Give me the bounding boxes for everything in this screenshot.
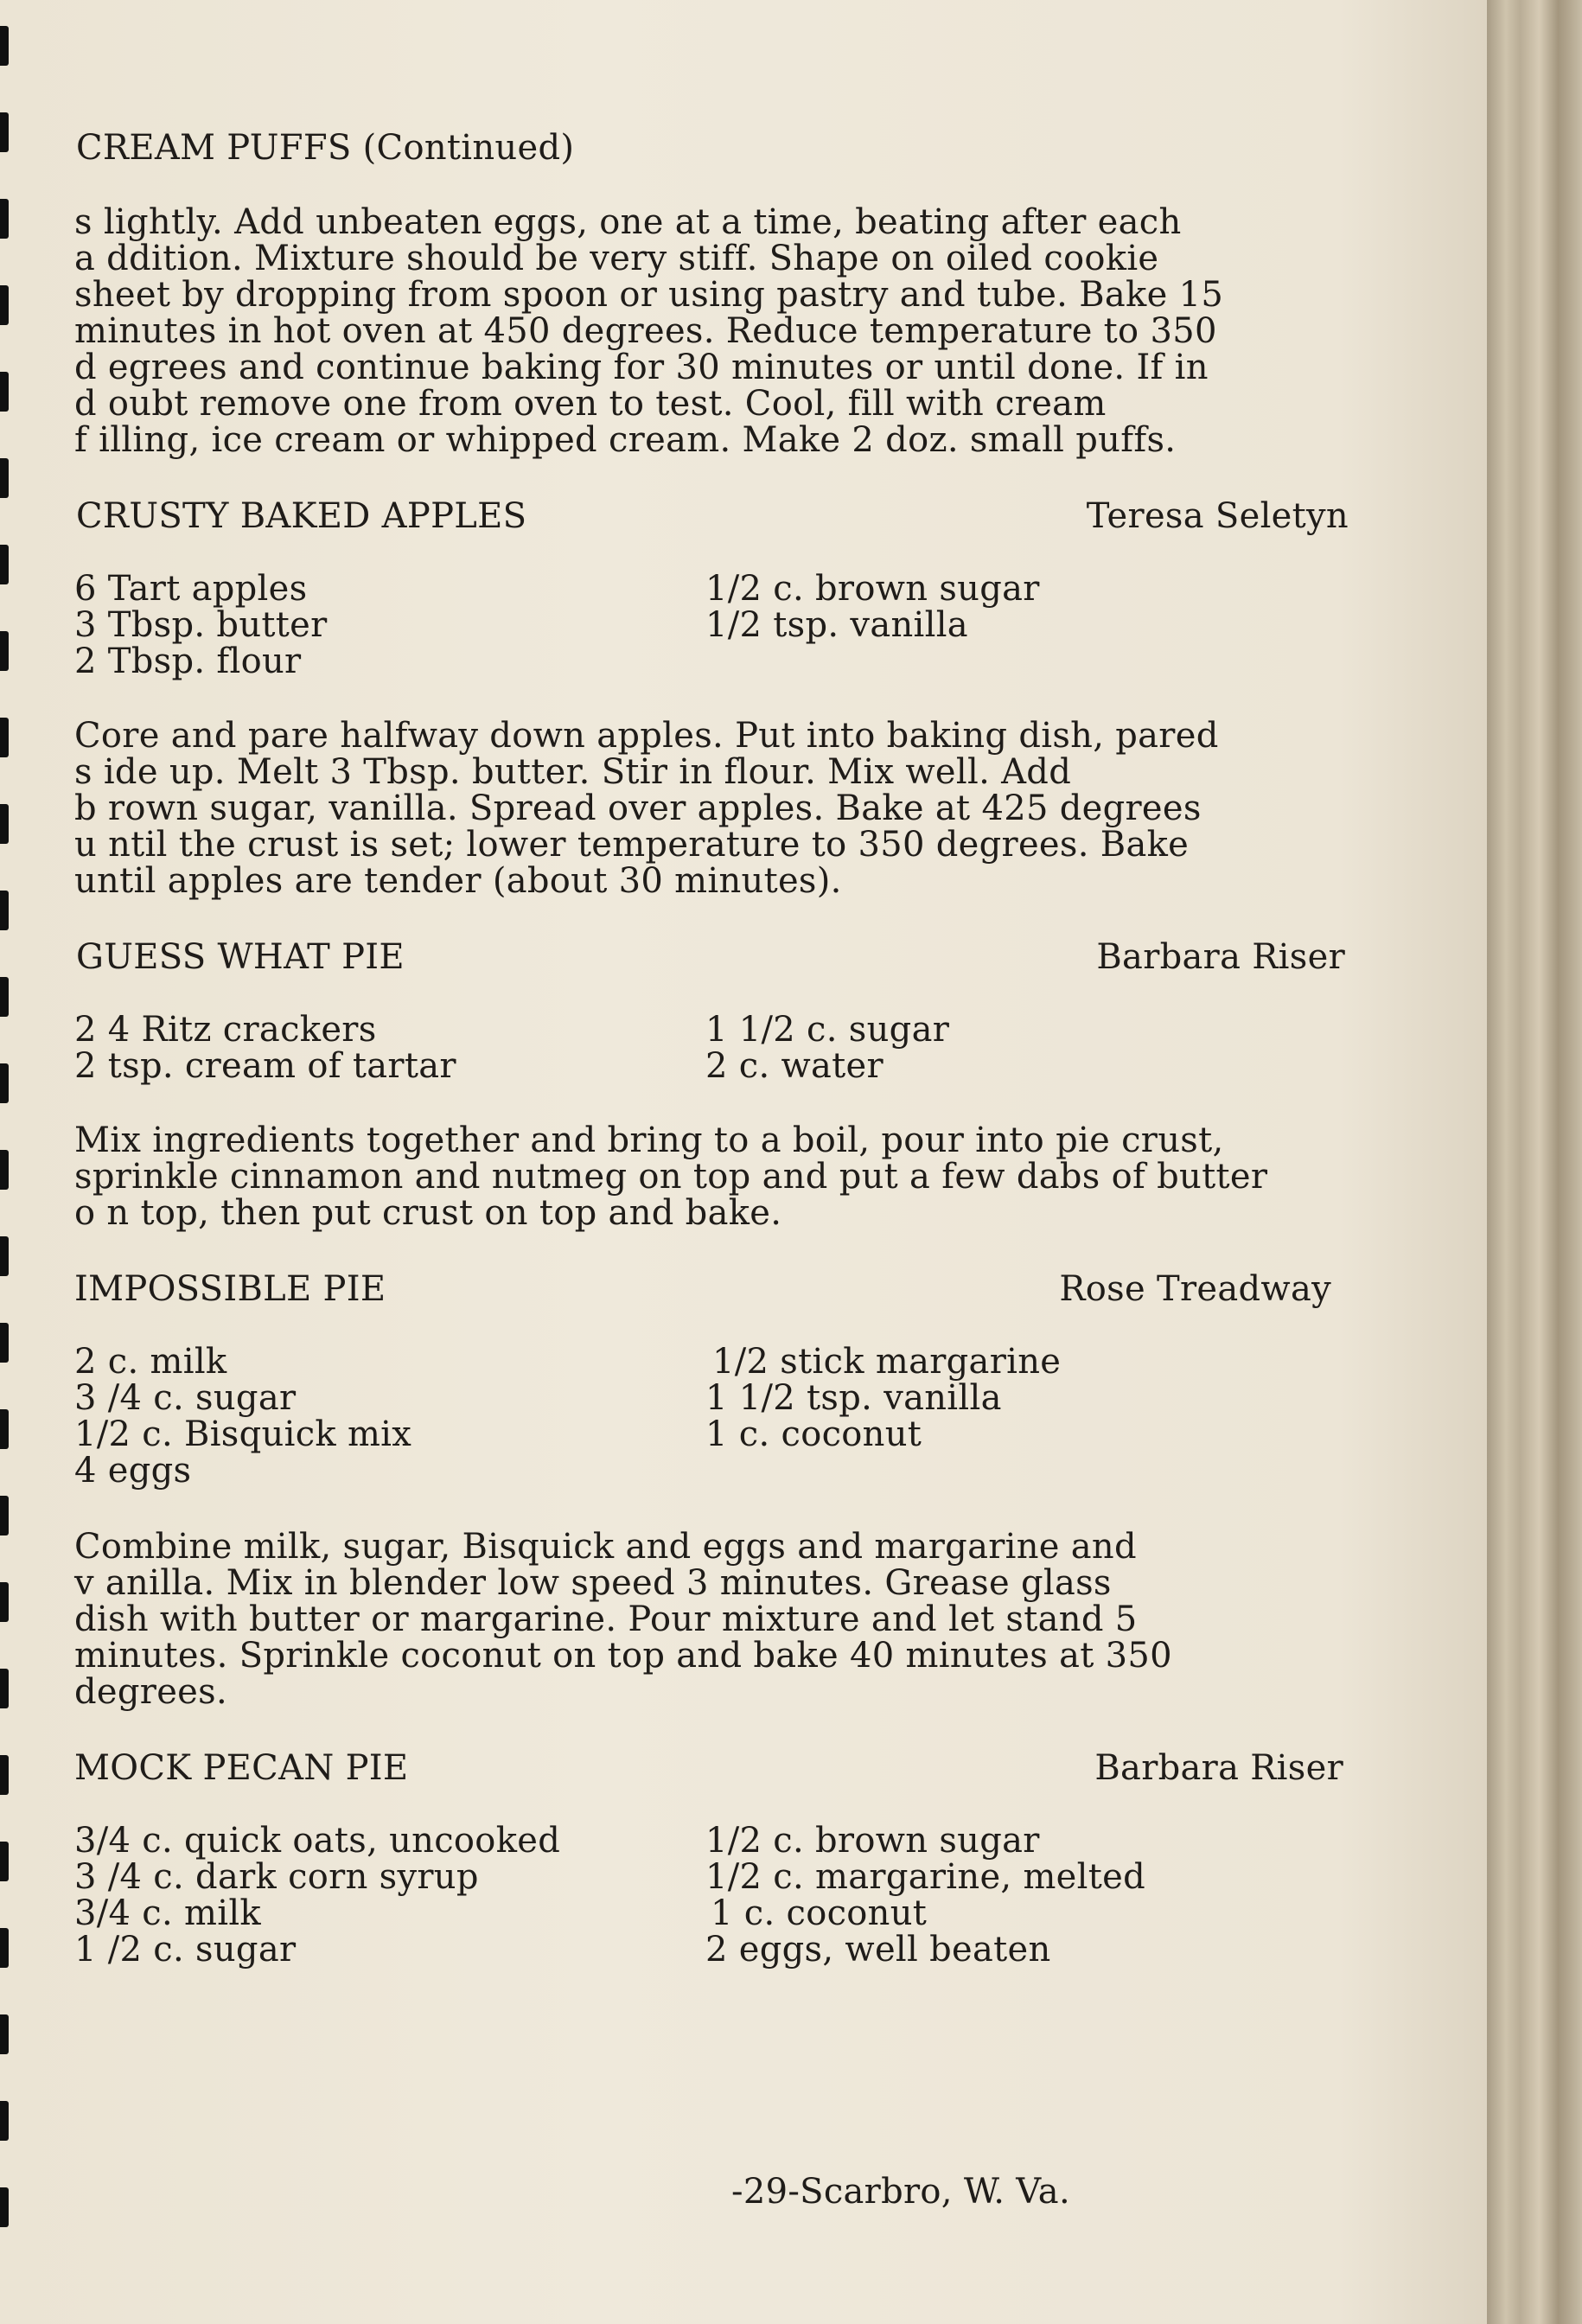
ingredient: 2 tsp. cream of tartar — [74, 1046, 456, 1086]
recipe-author: Rose Treadway — [1059, 1269, 1331, 1309]
paragraph-line: sprinkle cinnamon and nutmeg on top and put a few dabs of butter — [74, 1157, 1268, 1197]
ingredient: 4 eggs — [74, 1451, 192, 1491]
ingredient: 1 1/2 c. sugar — [705, 1010, 950, 1050]
paragraph-line: Core and pare halfway down apples. Put into baking dish, pared — [74, 716, 1219, 756]
paragraph-line: minutes in hot oven at 450 degrees. Reduce temperature to 350 — [74, 311, 1217, 351]
recipe-title: CRUSTY BAKED APPLES — [76, 496, 527, 536]
paragraph-line: v anilla. Mix in blender low speed 3 minutes. Grease glass — [74, 1563, 1112, 1603]
ingredient: 6 Tart apples — [74, 569, 308, 609]
paragraph-line: minutes. Sprinkle coconut on top and bake 40 minutes at 350 — [74, 1636, 1172, 1676]
ingredient: 3 /4 c. sugar — [74, 1378, 297, 1418]
paragraph-line: b rown sugar, vanilla. Spread over apples. Bake at 425 degrees — [74, 788, 1202, 828]
page-stack-edge — [1487, 0, 1582, 2324]
spiral-binding — [0, 0, 12, 2324]
paragraph-line: u ntil the crust is set; lower temperature to 350 degrees. Bake — [74, 825, 1190, 865]
ingredient: 1 /2 c. sugar — [74, 1930, 297, 1970]
recipe-author: Barbara Riser — [1094, 1748, 1343, 1788]
paragraph-line: until apples are tender (about 30 minutes). — [74, 861, 842, 901]
ingredient: 3 /4 c. dark corn syrup — [74, 1857, 479, 1897]
ingredient: 1/2 c. brown sugar — [705, 569, 1040, 609]
ingredient: 3/4 c. milk — [74, 1893, 261, 1933]
recipe-title: GUESS WHAT PIE — [76, 937, 405, 977]
recipe-author: Barbara Riser — [1096, 937, 1345, 977]
ingredient: 1 1/2 tsp. vanilla — [705, 1378, 1002, 1418]
ingredient: 2 eggs, well beaten — [705, 1930, 1051, 1970]
paragraph-line: f illing, ice cream or whipped cream. Make 2 doz. small puffs. — [74, 420, 1177, 460]
paragraph-line: degrees. — [74, 1672, 227, 1712]
section-title-cream-puffs: CREAM PUFFS (Continued) — [76, 128, 575, 168]
ingredient: 1/2 tsp. vanilla — [705, 605, 968, 645]
ingredient: 1/2 c. margarine, melted — [705, 1857, 1145, 1897]
recipe-title: MOCK PECAN PIE — [74, 1748, 409, 1788]
paragraph-line: s ide up. Melt 3 Tbsp. butter. Stir in flour. Mix well. Add — [74, 752, 1072, 792]
ingredient: 1/2 c. brown sugar — [705, 1821, 1040, 1861]
ingredient: 1 c. coconut — [705, 1414, 922, 1454]
ingredient: 2 Tbsp. flour — [74, 642, 302, 681]
paragraph-line: a ddition. Mixture should be very stiff. Shape on oiled cookie — [74, 239, 1159, 278]
paragraph-line: s lightly. Add unbeaten eggs, one at a time, beating after each — [74, 202, 1182, 242]
paragraph-line: dish with butter or margarine. Pour mixture and let stand 5 — [74, 1599, 1138, 1639]
paragraph-line: d egrees and continue baking for 30 minutes or until done. If in — [74, 348, 1209, 387]
paragraph-line: Mix ingredients together and bring to a boil, pour into pie crust, — [74, 1120, 1224, 1160]
ingredient: 3/4 c. quick oats, uncooked — [74, 1821, 561, 1861]
page-footer: -29-Scarbro, W. Va. — [731, 2172, 1070, 2212]
recipe-title: IMPOSSIBLE PIE — [74, 1269, 386, 1309]
ingredient: 2 c. water — [705, 1046, 883, 1086]
paragraph-line: Combine milk, sugar, Bisquick and eggs and margarine and — [74, 1527, 1137, 1567]
ingredient: 1 c. coconut — [711, 1893, 928, 1933]
paragraph-line: d oubt remove one from oven to test. Cool, fill with cream — [74, 384, 1107, 424]
ingredient: 1/2 c. Bisquick mix — [74, 1414, 412, 1454]
ingredient: 1/2 stick margarine — [712, 1342, 1062, 1382]
recipe-author: Teresa Seletyn — [1086, 496, 1349, 536]
ingredient: 3 Tbsp. butter — [74, 605, 328, 645]
paragraph-line: sheet by dropping from spoon or using pastry and tube. Bake 15 — [74, 275, 1224, 315]
ingredient: 2 c. milk — [74, 1342, 227, 1382]
ingredient: 2 4 Ritz crackers — [74, 1010, 377, 1050]
paragraph-line: o n top, then put crust on top and bake. — [74, 1193, 782, 1233]
